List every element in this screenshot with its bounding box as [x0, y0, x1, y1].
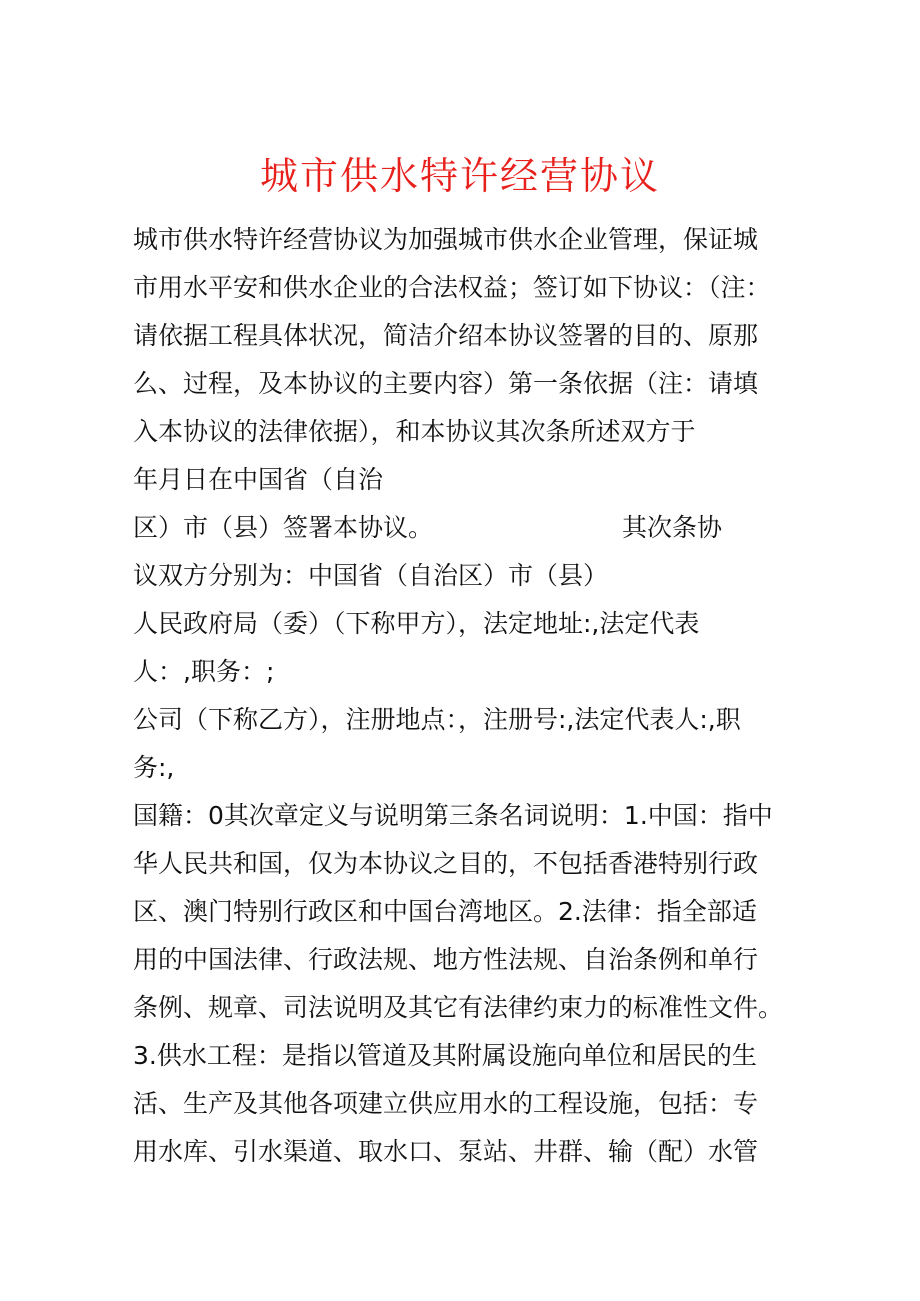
body-line-1: 城市供水特许经营协议为加强城市供水企业管理，保证城 — [133, 225, 759, 254]
body-line-7: 区）市（县）签署本协议。 — [133, 513, 434, 542]
body-line-5: 入本协议的法律依据），和本协议其次条所述双方于 — [133, 417, 696, 446]
body-line-11: 公司（下称乙方），注册地点：，注册号:,法定代表人:,职 — [133, 705, 741, 734]
document-title: 城市供水特许经营协议 — [259, 154, 660, 198]
body-line-13: 国籍：0其次章定义与说明第三条名词说明：1.中国：指中 — [133, 801, 773, 830]
body-line-18: 3.供水工程：是指以管道及其附属设施向单位和居民的生 — [133, 1041, 757, 1070]
body-line-16: 用的中国法律、行政法规、地方性法规、自治条例和单行 — [133, 945, 759, 974]
body-line-7-tail: 其次条协 — [622, 513, 723, 542]
body-line-2: 市用水平安和供水企业的合法权益；签订如下协议：（注： — [133, 273, 771, 302]
body-line-10: 人：,职务：; — [133, 657, 275, 686]
body-line-20: 用水库、引水渠道、取水口、泵站、井群、输（配）水管 — [133, 1137, 759, 1166]
body-line-17: 条例、规章、司法说明及其它有法律约束力的标准性文件。 — [133, 993, 784, 1022]
body-line-8: 议双方分别为：中国省（自治区）市（县） — [133, 561, 609, 590]
body-line-6: 年月日在中国省（自治 — [133, 465, 384, 494]
body-line-12: 务:, — [133, 753, 175, 782]
body-line-3: 请依据工程具体状况，简洁介绍本协议签署的目的、原那 — [133, 321, 759, 350]
body-line-14: 华人民共和国，仅为本协议之目的，不包括香港特别行政 — [133, 849, 759, 878]
body-line-15: 区、澳门特别行政区和中国台湾地区。2.法律：指全部适 — [133, 897, 757, 926]
body-line-9: 人民政府局（委）（下称甲方），法定地址:,法定代表 — [133, 609, 700, 638]
body-line-4: 么、过程，及本协议的主要内容）第一条依据（注：请填 — [133, 369, 759, 398]
body-line-19: 活、生产及其他各项建立供应用水的工程设施，包括：专 — [133, 1089, 759, 1118]
